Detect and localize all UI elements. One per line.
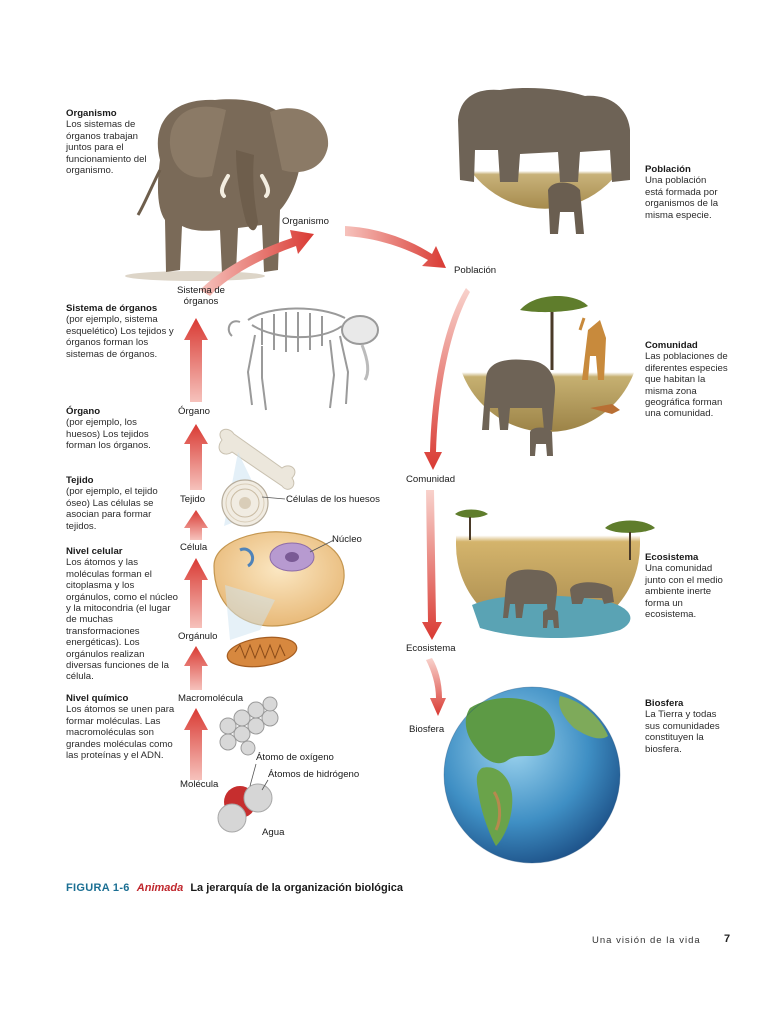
desc-poblacion-text: Una población está formada por organismos de la misma especie.: [645, 175, 719, 221]
desc-organo-title: Órgano: [66, 406, 101, 417]
level-label-biosfera: Biosfera: [409, 724, 445, 735]
cell-image: [214, 532, 344, 640]
level-label-organismo: Organismo: [282, 216, 329, 227]
caption-animated-tag: Animada: [136, 882, 184, 894]
desc-nivel-celular-title: Nivel celular: [66, 546, 123, 557]
running-title: Una visión de la vida: [592, 935, 701, 946]
callout-nucleo: Núcleo: [332, 534, 362, 545]
desc-sistema-text: (por ejemplo, sistema esquelético) Los tejidos y órganos forman los sistemas de órganos.: [66, 314, 174, 360]
level-label-molecula: Molécula: [180, 779, 219, 790]
arrow-to-biosphere: [426, 658, 446, 716]
desc-nivel-celular: [66, 546, 178, 683]
level-label-macromolecula: Macromolécula: [178, 693, 244, 704]
arrow-up-organ: [184, 318, 208, 402]
desc-sistema-title: Sistema de órganos: [66, 303, 158, 314]
desc-sistema: [66, 303, 174, 360]
skeleton-system-image: [229, 308, 378, 410]
desc-ecosistema-title: Ecosistema: [645, 552, 699, 563]
desc-nivel-quimico-title: Nivel químico: [66, 693, 129, 704]
desc-organismo-title: Organismo: [66, 108, 117, 119]
desc-tejido-title: Tejido: [66, 475, 94, 486]
level-label-organo: Órgano: [178, 406, 210, 417]
desc-nivel-quimico: [66, 693, 184, 761]
mitochondrion-image: [225, 633, 298, 670]
desc-comunidad-title: Comunidad: [645, 340, 698, 351]
arrow-to-ecosystem: [422, 490, 442, 640]
callout-celulas-huesos: Células de los huesos: [286, 494, 380, 505]
arrow-up-tissue: [184, 424, 208, 490]
earth-globe-image: [444, 687, 620, 863]
arrow-up-molecule: [184, 708, 208, 780]
figure-caption: [66, 882, 403, 894]
desc-poblacion-title: Población: [645, 164, 691, 175]
callout-agua: Agua: [262, 827, 285, 838]
population-scene-image: [456, 88, 634, 234]
bone-tissue-image: [222, 480, 285, 526]
level-label-organulo: Orgánulo: [178, 631, 218, 642]
level-label-sistema-line1: Sistema de: [177, 285, 225, 296]
ecosystem-scene-image: [455, 510, 655, 639]
desc-nivel-quimico-text: Los átomos se unen para formar moléculas. Las macromoléculas son grandes moléculas como las proteínas y el ADN.: [66, 704, 175, 762]
elephant-organism-image: [125, 99, 328, 281]
desc-ecosistema-text: Una comunidad junto con el medio ambiente inerte forma un ecosistema.: [645, 563, 723, 621]
caption-title: La jerarquía de la organización biológica: [190, 882, 404, 894]
caption-figure-number: FIGURA 1-6: [66, 882, 130, 894]
desc-nivel-celular-text: Los átomos y las moléculas forman el citoplasma y los orgánulos, como el núcleo y la mitocondria (el lugar de muchas transformaciones energéticas). Los orgánulos realizan diversas funciones de la célula.: [66, 557, 178, 683]
desc-comunidad-text: Las poblaciones de diferentes especies que habitan la misma zona geográfica forman una comunidad.: [645, 351, 728, 420]
callout-atomos-hidrogeno: Átomos de hidrógeno: [268, 769, 360, 780]
desc-organismo: [66, 108, 148, 176]
desc-ecosistema: [645, 552, 727, 620]
level-label-ecosistema: Ecosistema: [406, 643, 456, 654]
desc-tejido-text: (por ejemplo, el tejido óseo) Las células se asocian para formar tejidos.: [66, 486, 158, 532]
desc-organo: [66, 406, 166, 452]
desc-biosfera-text: La Tierra y todas sus comunidades constituyen la biosfera.: [645, 709, 720, 755]
community-scene-image: [456, 296, 640, 456]
desc-biosfera: [645, 698, 729, 755]
arrow-up-macromolecule: [184, 646, 208, 690]
page-number: 7: [724, 933, 731, 945]
level-label-poblacion: Población: [454, 265, 497, 276]
desc-organo-text: (por ejemplo, los huesos) Los tejidos forman los órganos.: [66, 417, 151, 452]
arrow-up-cell: [184, 510, 208, 540]
arrow-up-organelle: [184, 558, 208, 628]
desc-tejido: [66, 475, 172, 532]
water-molecule-image: [218, 764, 272, 832]
desc-organismo-text: Los sistemas de órganos trabajan juntos para el funcionamiento del organismo.: [66, 119, 147, 177]
arrow-to-population: [345, 226, 446, 268]
macromolecule-image: [220, 697, 278, 755]
level-label-tejido: Tejido: [180, 494, 206, 505]
callout-atomo-oxigeno: Átomo de oxígeno: [256, 752, 334, 763]
arrow-to-community: [424, 288, 470, 470]
desc-comunidad: [645, 340, 729, 420]
desc-biosfera-title: Biosfera: [645, 698, 684, 709]
desc-poblacion: [645, 164, 725, 221]
level-label-celula: Célula: [180, 542, 208, 553]
level-label-sistema-line2: órganos: [183, 296, 219, 307]
level-label-comunidad: Comunidad: [406, 474, 456, 485]
